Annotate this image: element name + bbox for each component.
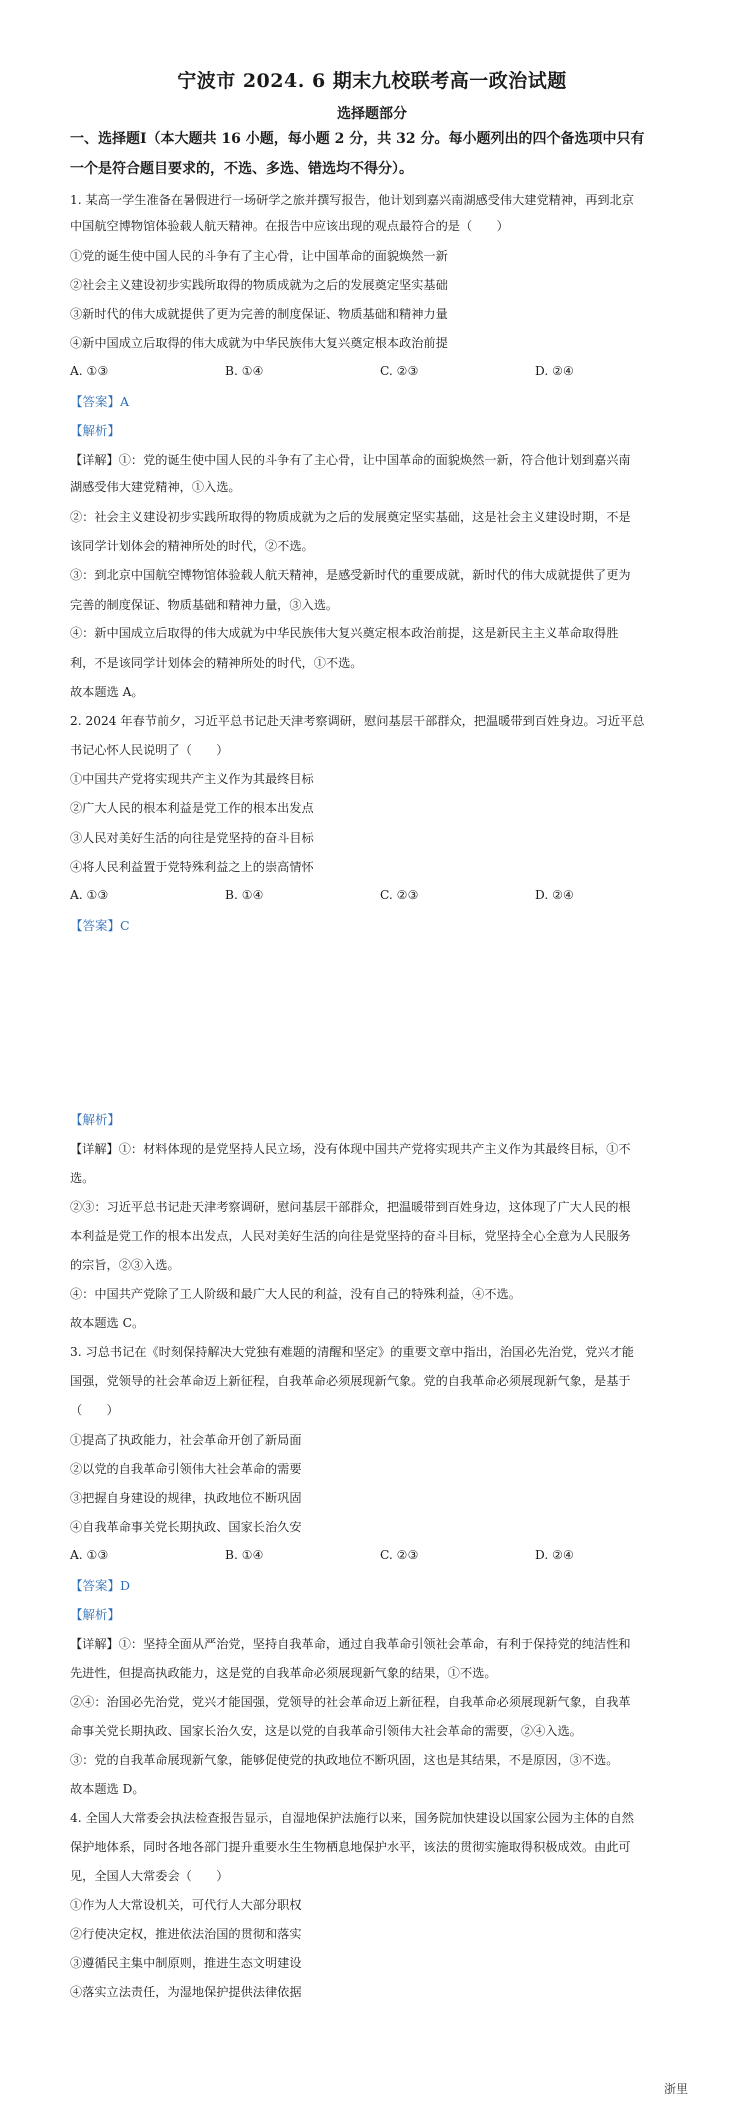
q3-option-4: ④自我革命事关党长期执政、国家长治久安 (70, 1520, 302, 1534)
q4-stem-cont: 保护地体系，同时各地各部门提升重要水生生物栖息地保护水平，该法的贯彻实施取得积极成效。由此可 (70, 1840, 631, 1854)
q3-option-1: ①提高了执政能力，社会革命开创了新局面 (70, 1433, 302, 1447)
q3-analysis-label: 【解析】 (70, 1607, 121, 1622)
q2-choice-b: B. ①④ (225, 888, 264, 902)
q3-detail-3: ②④：治国必先治党，党兴才能国强，党领导的社会革命迈上新征程，自我革命必须展现新气象，自我革 (70, 1695, 631, 1709)
q1-choice-b: B. ①④ (225, 364, 264, 378)
q3-choices (70, 1548, 690, 1562)
q1-stem-cont: 中国航空博物馆体验载人航天精神。在报告中应该出现的观点最符合的是（ ） (70, 219, 509, 233)
q1-detail-3: ②：社会主义建设初步实践所取得的物质成就为之后的发展奠定坚实基础，这是社会主义建设时期，不是 (70, 510, 631, 524)
q1-option-2: ②社会主义建设初步实践所取得的物质成就为之后的发展奠定坚实基础 (70, 278, 448, 292)
q3-choice-b: B. ①④ (225, 1548, 264, 1562)
q1-detail-1: 【详解】①：党的诞生使中国人民的斗争有了主心骨，让中国革命的面貌焕然一新，符合他计划到嘉兴南 (70, 453, 631, 467)
q4-option-1: ①作为人大常设机关，可代行人大部分职权 (70, 1898, 302, 1912)
q2-detail-3: ②③：习近平总书记赴天津考察调研，慰问基层干部群众，把温暖带到百姓身边，这体现了广大人民的根 (70, 1200, 631, 1214)
q1-detail-5: ③：到北京中国航空博物馆体验载人航天精神，是感受新时代的重要成就，新时代的伟大成就提供了更为 (70, 568, 631, 582)
q2-option-1: ①中国共产党将实现共产主义作为其最终目标 (70, 772, 314, 786)
q2-option-3: ③人民对美好生活的向往是党坚持的奋斗目标 (70, 831, 314, 845)
q1-detail-2: 湖感受伟大建党精神，①入选。 (70, 480, 241, 494)
q1-choices (70, 364, 690, 378)
q2-option-2: ②广大人民的根本利益是党工作的根本出发点 (70, 801, 314, 815)
q1-detail-8: 利，不是该同学计划体会的精神所处的时代，①不选。 (70, 656, 363, 670)
q1-conclusion: 故本题选 A。 (70, 685, 144, 699)
q1-detail-6: 完善的制度保证、物质基础和精神力量，③入选。 (70, 598, 339, 612)
q4-stem: 4. 全国人大常委会执法检查报告显示，自湿地保护法施行以来，国务院加快建设以国家公园为主体的自然 (70, 1811, 634, 1825)
q3-detail-4: 命事关党长期执政、国家长治久安，这是以党的自我革命引领伟大社会革命的需要，②④入选。 (70, 1724, 582, 1738)
q3-choice-d: D. ②④ (535, 1548, 574, 1562)
q3-detail-5: ③：党的自我革命展现新气象，能够促使党的执政地位不断巩固，这也是其结果，不是原因，③不选。 (70, 1753, 619, 1767)
q3-choice-c: C. ②③ (380, 1548, 419, 1562)
q3-detail-1: 【详解】①：坚持全面从严治党，坚持自我革命，通过自我革命引领社会革命，有利于保持党的纯洁性和 (70, 1637, 631, 1651)
q2-stem-cont: 书记心怀人民说明了（ ） (70, 743, 229, 757)
q2-answer: 【答案】C (70, 918, 130, 933)
q4-option-3: ③遵循民主集中制原则，推进生态文明建设 (70, 1956, 302, 1970)
page-subtitle: 选择题部分 (337, 106, 407, 122)
q2-conclusion: 故本题选 C。 (70, 1316, 145, 1330)
q1-option-4: ④新中国成立后取得的伟大成就为中华民族伟大复兴奠定根本政治前提 (70, 336, 448, 350)
q3-option-2: ②以党的自我革命引领伟大社会革命的需要 (70, 1462, 302, 1476)
q2-detail-4: 本利益是党工作的根本出发点，人民对美好生活的向往是党坚持的奋斗目标，党坚持全心全意为人民服务 (70, 1229, 631, 1243)
q1-detail-7: ④：新中国成立后取得的伟大成就为中华民族伟大复兴奠定根本政治前提，这是新民主主义革命取得胜 (70, 626, 619, 640)
q1-option-1: ①党的诞生使中国人民的斗争有了主心骨，让中国革命的面貌焕然一新 (70, 249, 448, 263)
q1-detail-4: 该同学计划体会的精神所处的时代，②不选。 (70, 539, 314, 553)
q3-stem-cont-2: （ ） (70, 1403, 119, 1417)
q1-answer: 【答案】A (70, 394, 130, 409)
section-heading-cont: 一个是符合题目要求的，不选、多选、错选均不得分）。 (70, 161, 413, 177)
q3-option-3: ③把握自身建设的规律，执政地位不断巩固 (70, 1491, 302, 1505)
q3-stem: 3. 习总书记在《时刻保持解决大党独有难题的清醒和坚定》的重要文章中指出，治国必先治党，党兴才能 (70, 1345, 634, 1359)
q2-stem: 2. 2024 年春节前夕，习近平总书记赴天津考察调研，慰问基层干部群众，把温暖带到百姓身边。习近平总 (70, 714, 645, 728)
section-heading: 一、选择题Ⅰ（本大题共 16 小题，每小题 2 分，共 32 分。每小题列出的四个备选项中只有 (70, 131, 645, 147)
q3-stem-cont: 国强，党领导的社会革命迈上新征程，自我革命必须展现新气象。党的自我革命必须展现新气象，是基于 (70, 1374, 631, 1388)
q4-option-4: ④落实立法责任，为湿地保护提供法律依据 (70, 1985, 302, 1999)
q3-detail-2: 先进性，但提高执政能力，这是党的自我革命必须展现新气象的结果，①不选。 (70, 1666, 497, 1680)
page-footer: 浙里 (663, 2082, 688, 2096)
q2-detail-2: 选。 (70, 1171, 95, 1185)
q4-stem-cont-2: 见，全国人大常委会（ ） (70, 1869, 229, 1883)
q2-analysis-label: 【解析】 (70, 1112, 121, 1127)
q1-option-3: ③新时代的伟大成就提供了更为完善的制度保证、物质基础和精神力量 (70, 307, 448, 321)
q1-choice-c: C. ②③ (380, 364, 419, 378)
q3-conclusion: 故本题选 D。 (70, 1782, 145, 1796)
q3-answer: 【答案】D (70, 1578, 131, 1593)
q2-choices (70, 888, 690, 902)
q1-choice-a: A. ①③ (70, 364, 109, 378)
q2-detail-1: 【详解】①：材料体现的是党坚持人民立场，没有体现中国共产党将实现共产主义作为其最终目标，①不 (70, 1142, 631, 1156)
q2-option-4: ④将人民利益置于党特殊利益之上的崇高情怀 (70, 860, 314, 874)
q2-detail-6: ④：中国共产党除了工人阶级和最广大人民的利益，没有自己的特殊利益，④不选。 (70, 1287, 521, 1301)
q1-choice-d: D. ②④ (535, 364, 574, 378)
q2-detail-5: 的宗旨，②③入选。 (70, 1258, 180, 1272)
q1-stem: 1. 某高一学生准备在暑假进行一场研学之旅并撰写报告，他计划到嘉兴南湖感受伟大建党精神，再到北京 (70, 193, 634, 207)
q2-choice-a: A. ①③ (70, 888, 109, 902)
q2-choice-c: C. ②③ (380, 888, 419, 902)
q1-analysis-label: 【解析】 (70, 423, 121, 438)
q4-option-2: ②行使决定权，推进依法治国的贯彻和落实 (70, 1927, 302, 1941)
q3-choice-a: A. ①③ (70, 1548, 109, 1562)
q2-choice-d: D. ②④ (535, 888, 574, 902)
page-title: 宁波市 2024. 6 期末九校联考高一政治试题 (177, 70, 567, 92)
